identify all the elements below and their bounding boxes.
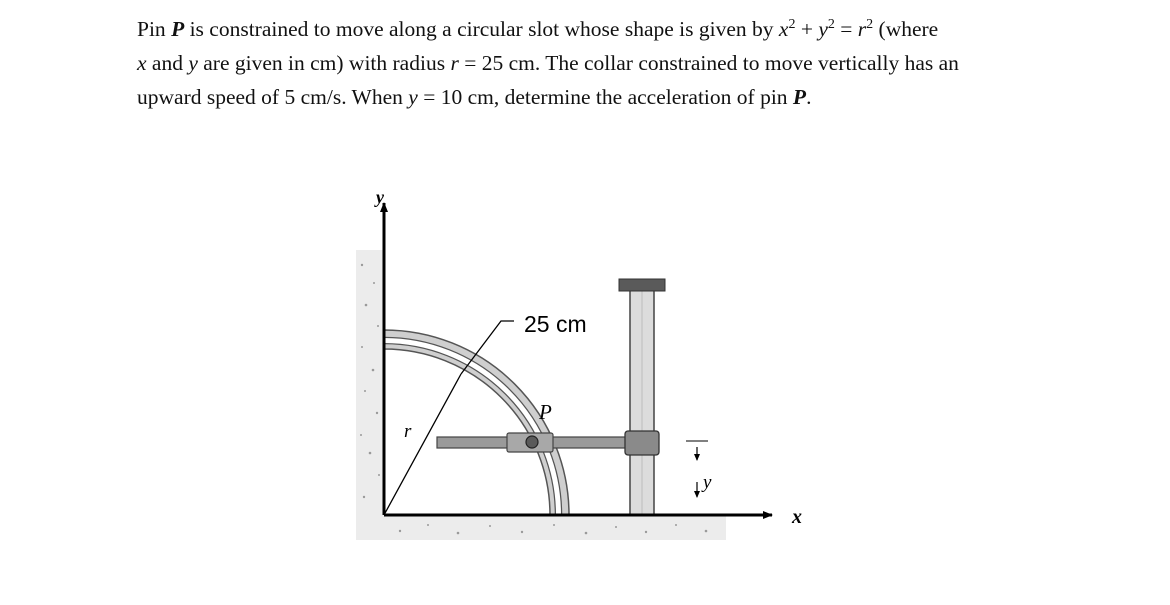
text-fragment: are given in cm) with radius	[197, 51, 451, 75]
math-y: y	[188, 51, 198, 75]
math-y: y	[818, 17, 828, 41]
pin-label: P	[539, 400, 552, 424]
text-fragment: = 10 cm, determine the acceleration of pin	[417, 85, 793, 109]
math-x: x	[778, 17, 789, 41]
math-operator: +	[795, 17, 819, 41]
math-x: x	[137, 51, 147, 75]
radius-label: r	[404, 421, 412, 442]
problem-line-3	[137, 80, 1057, 114]
vertical-guide-rod	[619, 279, 665, 515]
exponent: 2	[866, 16, 874, 32]
text-fragment: .	[806, 85, 812, 109]
math-operator: =	[834, 17, 858, 41]
math-y: y	[408, 85, 418, 109]
y-axis-label: y	[376, 187, 384, 207]
collar-height-label: y	[703, 472, 712, 493]
exponent: 2	[827, 16, 835, 32]
problem-line-2	[137, 46, 1057, 80]
problem-statement	[137, 12, 1057, 114]
text-fragment: upward speed of 5 cm/s. When	[137, 85, 409, 109]
mechanism-figure	[340, 185, 820, 555]
dimension-label: 25 cm	[524, 311, 587, 337]
x-axis-label: x	[792, 506, 802, 528]
problem-line-1	[137, 12, 1057, 46]
text-fragment: and	[146, 51, 189, 75]
pin-p	[526, 436, 538, 448]
text-fragment: = 25 cm. The collar constrained to move vertically has an	[458, 51, 959, 75]
ground-hatching	[356, 250, 726, 540]
math-r: r	[857, 17, 867, 41]
pin-symbol: P	[171, 17, 185, 41]
math-r: r	[450, 51, 459, 75]
pin-symbol: P	[792, 85, 807, 109]
exponent: 2	[788, 16, 796, 32]
collar	[625, 431, 659, 455]
text-fragment: is constrained to move along a circular slot whose shape is given by	[184, 17, 779, 41]
text-fragment: (where	[873, 17, 939, 41]
text-fragment: Pin	[137, 17, 172, 41]
